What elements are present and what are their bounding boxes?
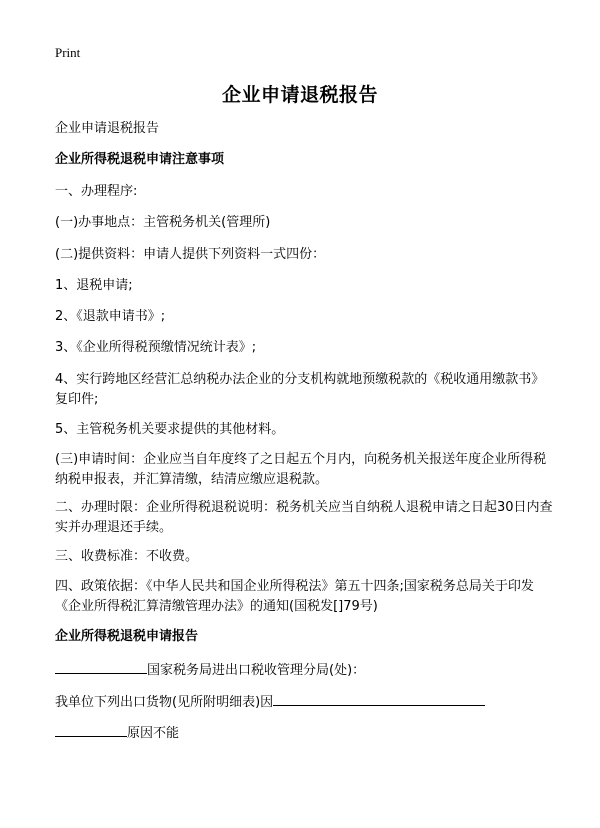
item-time-limit: 二、办理时限：企业所得税退税说明：税务机关应当自纳税人退税申请之日起30日内查实并办理退还手续。 xyxy=(55,500,553,535)
section-heading-notes: 企业所得税退税申请注意事项 xyxy=(55,152,225,167)
material-4: 4、实行跨地区经营汇总纳税办法企业的分支机构就地预缴税款的《税收通用缴款书》复印件; xyxy=(55,372,545,407)
item-location: (一)办事地点：主管税务机关(管理所) xyxy=(55,215,271,230)
item-procedure: 一、办理程序: xyxy=(55,184,138,199)
report-line-3-text: 原因不能 xyxy=(127,726,180,741)
item-application-time: (三)申请时间：企业应当自年度终了之日起五个月内，向税务机关报送年度企业所得税纳税申报表，并汇算清缴，结清应缴应退税款。 xyxy=(55,452,547,487)
report-line-1-text: 国家税务局进出口税收管理分局(处)： xyxy=(147,663,366,678)
item-fee: 三、收费标准：不收费。 xyxy=(55,549,199,564)
document-title: 企业申请退税报告 xyxy=(221,84,378,106)
blank-bureau-name[interactable] xyxy=(55,659,147,674)
report-line-1 xyxy=(55,659,555,681)
material-5: 5、主管税务机关要求提供的其他材料。 xyxy=(55,422,285,437)
material-3: 3、《企业所得税预缴情况统计表》; xyxy=(55,340,257,355)
report-line-3 xyxy=(55,722,555,744)
section-heading-report: 企业所得税退税申请报告 xyxy=(55,629,199,644)
print-link[interactable]: Print xyxy=(55,45,81,60)
material-2: 2、《退款申请书》; xyxy=(55,309,166,324)
item-policy-basis: 四、政策依据：《中华人民共和国企业所得税法》第五十四条;国家税务总局关于印发《企业所得税汇算清缴管理办法》的通知(国税发[]79号) xyxy=(55,579,534,614)
report-line-2 xyxy=(55,691,555,713)
document-subtitle: 企业申请退税报告 xyxy=(55,121,160,136)
blank-cause[interactable] xyxy=(55,722,127,737)
blank-reason[interactable] xyxy=(273,691,485,706)
report-line-2-text: 我单位下列出口货物(见所附明细表)因 xyxy=(55,695,274,710)
material-1: 1、退税申请; xyxy=(55,278,133,293)
item-materials: (二)提供资料：申请人提供下列资料一式四份： xyxy=(55,247,326,262)
